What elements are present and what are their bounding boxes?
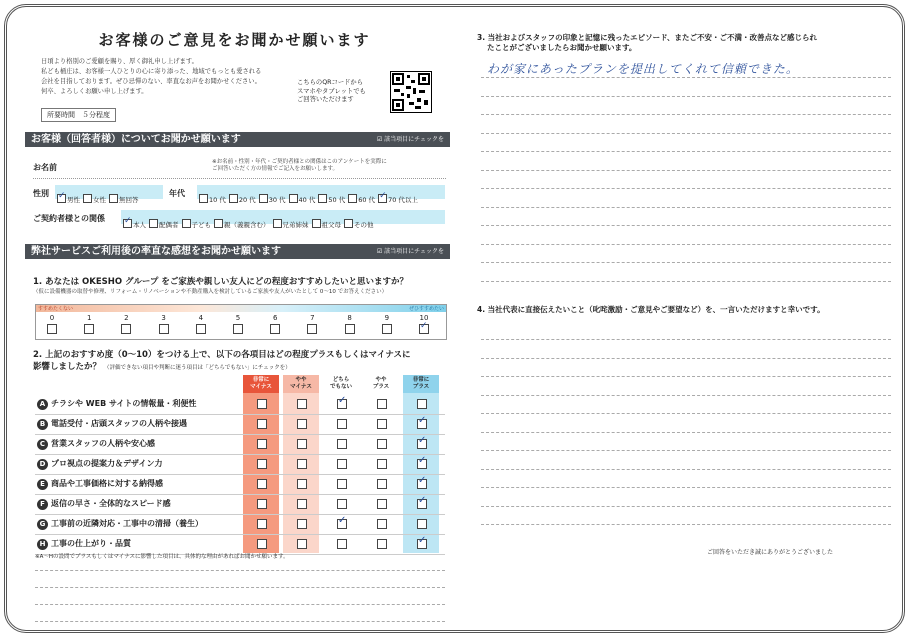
answer-line[interactable] [481, 413, 891, 414]
section1-title: お客様（回答者様）についてお聞かせ願います [31, 134, 241, 145]
row-letter-badge: B [37, 419, 48, 430]
scale-point[interactable] [414, 314, 434, 334]
q2-line [33, 361, 411, 374]
checkbox[interactable] [123, 219, 132, 228]
checkbox[interactable] [273, 219, 282, 228]
answer-line[interactable] [481, 151, 891, 152]
scale-gradient [36, 305, 446, 312]
rating-header [243, 375, 279, 393]
scale-number: 9 [384, 314, 390, 322]
checkbox[interactable] [199, 194, 208, 203]
rating-checkbox[interactable] [337, 439, 347, 449]
row-label [37, 458, 162, 470]
rating-checkbox[interactable] [297, 519, 307, 529]
answer-line[interactable] [35, 621, 445, 622]
relation-option-label: 本人 [133, 221, 146, 229]
intro-line: 日頃より格別のご愛顧を賜り、厚く御礼申し上げます。 [41, 58, 198, 65]
scale-point[interactable] [377, 314, 397, 334]
q2-note: （評価できない項目や判断に迷う項目は「どちらでもない」にチェックを） [103, 365, 291, 371]
row-label [37, 398, 196, 410]
row-letter-badge: A [37, 399, 48, 410]
gender-option-label: 無回答 [119, 196, 139, 204]
rating-checkbox[interactable] [377, 499, 387, 509]
row-label [37, 538, 131, 550]
answer-line[interactable] [481, 133, 891, 134]
gender-option[interactable] [57, 194, 80, 204]
header-line: マイナス [290, 383, 312, 390]
answer-line[interactable] [481, 262, 891, 263]
header-line: プラス [412, 383, 430, 390]
check-note-text: 該当項目にチェックを [384, 248, 444, 255]
qr-code-icon[interactable] [390, 71, 432, 113]
checkbox[interactable] [312, 219, 321, 228]
answer-line[interactable] [481, 432, 891, 433]
rating-checkbox[interactable] [337, 399, 347, 409]
section1-header [25, 132, 450, 147]
rating-checkbox[interactable] [377, 479, 387, 489]
row-text: 返信の早さ・全体的なスピード感 [51, 499, 171, 508]
answer-line[interactable] [481, 358, 891, 359]
row-letter-badge: D [37, 459, 48, 470]
row-label [37, 418, 187, 430]
row-letter-badge: E [37, 479, 48, 490]
row-text: 電話受付・店頭スタッフの人柄や接遇 [51, 419, 187, 428]
row-label [37, 478, 163, 490]
q3-text [477, 33, 892, 53]
rating-header [363, 375, 399, 393]
answer-line[interactable] [481, 339, 891, 340]
age-label: 年代 [169, 189, 185, 198]
rating-checkbox[interactable] [297, 419, 307, 429]
checkbox[interactable] [318, 194, 327, 203]
scale-number: 10 [419, 314, 429, 322]
rating-checkbox[interactable] [417, 519, 427, 529]
row-letter-badge: H [37, 539, 48, 550]
table-row [35, 394, 445, 415]
relation-option-label: 兄弟姉妹 [282, 221, 309, 229]
qr-caption-line: ご回答いただけます [297, 96, 354, 103]
section2-title: 弊社サービスご利用後の率直な感想をお聞かせ願います [31, 246, 281, 257]
scale-point[interactable] [265, 314, 285, 334]
age-option[interactable] [348, 194, 375, 204]
rating-checkbox[interactable] [257, 539, 267, 549]
scale-number: 8 [347, 314, 352, 322]
header-line: マイナス [250, 383, 272, 390]
scale-point[interactable] [191, 314, 211, 334]
scale-left-label: すすめたくない [38, 306, 74, 312]
checkbox[interactable] [289, 194, 298, 203]
answer-line[interactable] [481, 96, 891, 97]
age-option-label: 10 代 [209, 196, 226, 204]
rating-checkbox[interactable] [257, 419, 267, 429]
relation-option[interactable] [123, 219, 146, 229]
rating-checkbox[interactable] [297, 539, 307, 549]
relation-option-label: 子ども [191, 221, 211, 229]
table-row [35, 474, 445, 495]
age-options [197, 185, 445, 204]
footnote: ※A〜Hの設問でプラスもしくはマイナスに影響した項目は、具体的な理由があればお聞かせ願います。 [35, 554, 289, 560]
scale-checkbox[interactable] [121, 324, 131, 334]
name-note-line: ご回答いただく方の情報でご記入をお願いします。 [212, 166, 339, 172]
check-note-text: 該当項目にチェックを [384, 136, 444, 143]
intro-text [41, 57, 321, 97]
answer-line[interactable] [481, 207, 891, 208]
answer-line[interactable] [481, 395, 891, 396]
rating-checkbox[interactable] [297, 439, 307, 449]
rating-checkbox[interactable] [257, 399, 267, 409]
answer-line[interactable] [481, 77, 891, 78]
relation-option[interactable] [214, 219, 270, 229]
scale-point[interactable] [154, 314, 174, 334]
q2-line: 2. 上記のおすすめ度（0〜10）をつける上で、以下の各項目はどの程度プラスもしくはマイナスに [33, 350, 411, 360]
intro-line: 何卒、よろしくお願い申し上げます。 [41, 88, 148, 95]
duration-label: 所要時間 ５分程度 [41, 108, 116, 122]
q3-line: 3. 当社およびスタッフの印象と記憶に残ったエピソード、またご不安・ご不満・改善点など感じられ [477, 33, 818, 42]
rating-checkbox[interactable] [257, 479, 267, 489]
answer-line[interactable] [481, 506, 891, 507]
rating-checkbox[interactable] [257, 519, 267, 529]
relation-option[interactable] [273, 219, 309, 229]
q1-note: （仮に設備機器の取替や修理、リフォーム・リノベーションや不動産購入を検討しているご家族や友人がいたとして 0〜10 でお答えください） [33, 289, 388, 295]
scale-checkbox[interactable] [196, 324, 206, 334]
relation-option-label: その他 [354, 221, 374, 229]
scale-checkbox[interactable] [307, 324, 317, 334]
table-row [35, 414, 445, 435]
answer-line[interactable] [481, 244, 891, 245]
checkbox[interactable] [229, 194, 238, 203]
relation-label: ご契約者様との関係 [33, 214, 105, 223]
checkbox[interactable] [149, 219, 158, 228]
rating-checkbox[interactable] [417, 439, 427, 449]
scale-checkbox[interactable] [47, 324, 57, 334]
checkbox[interactable] [182, 219, 191, 228]
answer-line[interactable] [481, 170, 891, 171]
survey-sheet [4, 4, 905, 633]
intro-line: 私ども桶庄は、お客様一人ひとりの心に寄り添った、地域でもっとも愛される [41, 68, 262, 75]
rating-checkbox[interactable] [417, 419, 427, 429]
gender-option[interactable] [83, 194, 106, 204]
scale-checkbox[interactable] [84, 324, 94, 334]
rating-checkbox[interactable] [297, 479, 307, 489]
relation-option-label: 祖父母 [321, 221, 341, 229]
scale-number: 2 [124, 314, 129, 322]
scale-point[interactable] [116, 314, 136, 334]
scale-checkbox[interactable] [382, 324, 392, 334]
relation-option-label: 親（義親含む） [224, 221, 270, 229]
relation-option[interactable] [182, 219, 212, 229]
row-label [37, 518, 203, 530]
rating-checkbox[interactable] [417, 539, 427, 549]
scale-number: 3 [161, 314, 166, 322]
gender-option[interactable] [109, 194, 139, 204]
row-text: 営業スタッフの人柄や安心感 [51, 439, 155, 448]
rating-checkbox[interactable] [417, 459, 427, 469]
age-option-label: 60 代 [358, 196, 376, 204]
row-text: プロ視点の提案力＆デザイン力 [51, 459, 163, 468]
rating-checkbox[interactable] [337, 539, 347, 549]
rating-checkbox[interactable] [257, 499, 267, 509]
row-label [37, 498, 171, 510]
scale-checkbox[interactable] [233, 324, 243, 334]
age-option[interactable] [259, 194, 286, 204]
section2-header [25, 244, 450, 259]
age-option[interactable] [378, 194, 418, 204]
recommend-scale [35, 304, 447, 340]
q2-line2: 影響しましたか？ [33, 362, 102, 372]
scale-checkbox[interactable] [345, 324, 355, 334]
scale-point[interactable] [228, 314, 248, 334]
scale-checkbox[interactable] [419, 324, 429, 334]
row-letter-badge: G [37, 519, 48, 530]
header-line: でもない [329, 383, 352, 390]
rating-checkbox[interactable] [337, 459, 347, 469]
age-option-label: 20 代 [238, 196, 256, 204]
checkbox[interactable] [214, 219, 223, 228]
age-option[interactable] [318, 194, 345, 204]
answer-line[interactable] [481, 487, 891, 488]
age-option-label: 50 代 [328, 196, 346, 204]
scale-number: 0 [49, 314, 55, 322]
table-row [35, 514, 445, 535]
answer-line[interactable] [481, 114, 891, 115]
qr-caption-line: こちらのQRコードから [297, 79, 364, 86]
checkbox[interactable] [259, 194, 268, 203]
rating-checkbox[interactable] [297, 459, 307, 469]
scale-number: 7 [310, 314, 315, 322]
row-text: チラシや WEB サイトの情報量・利便性 [51, 399, 197, 408]
q3-handwritten-answer[interactable]: わが家にあったプランを提出してくれて信頼できた。 [487, 62, 799, 76]
rating-table [35, 375, 445, 553]
row-label [37, 438, 155, 450]
rating-checkbox[interactable] [377, 459, 387, 469]
q1-text: 1. あなたは OKESHO グループ をご家族や親しい友人にどの程度おすすめしたいと思いますか？ [33, 277, 408, 287]
answer-line[interactable] [481, 469, 891, 470]
rating-checkbox[interactable] [297, 399, 307, 409]
checkbox[interactable] [83, 194, 92, 203]
scale-point[interactable] [42, 314, 62, 334]
age-option[interactable] [229, 194, 256, 204]
row-text: 工事前の近隣対応・工事中の清掃（養生） [51, 519, 203, 528]
age-option-label: 70 代以上 [388, 196, 418, 204]
answer-line[interactable] [481, 376, 891, 377]
age-option-label: 40 代 [298, 196, 316, 204]
rating-checkbox[interactable] [417, 499, 427, 509]
header-line: 非常に [252, 377, 270, 383]
table-row [35, 434, 445, 455]
scale-point[interactable] [79, 314, 99, 334]
scale-number: 6 [272, 314, 278, 322]
answer-line[interactable] [481, 524, 891, 525]
table-row [35, 454, 445, 475]
rating-checkbox[interactable] [377, 539, 387, 549]
check-note: ☑ 該当項目にチェックを [376, 248, 444, 255]
gender-option-label: 男性 [67, 196, 80, 204]
scale-checkbox[interactable] [159, 324, 169, 334]
rating-header [283, 375, 319, 393]
header-line: 非常に [412, 377, 430, 383]
answer-line[interactable] [481, 450, 891, 451]
name-note-line: ※お名前・性別・年代・ご契約者様との関係はこのアンケートを実際に [212, 159, 387, 165]
scale-number: 1 [86, 314, 92, 322]
checkbox[interactable] [109, 194, 118, 203]
rating-checkbox[interactable] [337, 519, 347, 529]
rating-checkbox[interactable] [337, 419, 347, 429]
table-row [35, 494, 445, 515]
relation-option-label: 配偶者 [159, 221, 179, 229]
name-note [212, 159, 387, 173]
header-line: やや [375, 377, 387, 383]
row-letter-badge: F [37, 499, 48, 510]
scale-number: 4 [198, 314, 204, 322]
rating-checkbox[interactable] [297, 499, 307, 509]
rating-checkbox[interactable] [377, 439, 387, 449]
answer-line[interactable] [481, 281, 891, 282]
answer-line[interactable] [35, 587, 445, 588]
checkbox[interactable] [344, 219, 353, 228]
qr-caption [297, 79, 389, 105]
rating-header [323, 375, 359, 393]
relation-option[interactable] [344, 219, 374, 229]
name-field[interactable] [33, 178, 446, 179]
answer-line[interactable] [481, 188, 891, 189]
check-note: ☑ 該当項目にチェックを [376, 136, 444, 143]
intro-line: 会社を目指しております。ぜひ忌憚のない、率直なお声をお聞かせください。 [41, 78, 261, 85]
rating-checkbox[interactable] [417, 479, 427, 489]
row-text: 商品や工事価格に対する納得感 [51, 479, 163, 488]
rating-checkbox[interactable] [337, 479, 347, 489]
gender-label: 性別 [33, 189, 49, 198]
answer-line[interactable] [35, 570, 445, 571]
answer-line[interactable] [481, 225, 891, 226]
scale-number: 5 [235, 314, 241, 322]
header-line: どちら [332, 377, 350, 383]
checkbox[interactable] [348, 194, 357, 203]
q2-text [33, 349, 411, 374]
qr-caption-line: スマホやタブレットでも [297, 87, 366, 95]
scale-point[interactable] [302, 314, 322, 334]
rating-checkbox[interactable] [257, 459, 267, 469]
q4-text: 4. 当社代表に直接伝えたいこと（叱咤激励・ご意見やご要望など）を、一言いただけますと幸いです。 [477, 305, 825, 314]
header-line: プラス [372, 383, 390, 390]
relation-option[interactable] [149, 219, 179, 229]
answer-line[interactable] [35, 604, 445, 605]
page-title: お客様のご意見をお聞かせ願います [98, 31, 371, 49]
scale-right-label: ぜひすすめたい [408, 306, 444, 312]
relation-options [121, 210, 445, 229]
gender-option-label: 女性 [93, 196, 106, 204]
rating-checkbox[interactable] [257, 439, 267, 449]
rating-checkbox[interactable] [377, 419, 387, 429]
scale-checkbox[interactable] [270, 324, 280, 334]
age-option-label: 30 代 [268, 196, 286, 204]
checkbox[interactable] [378, 194, 387, 203]
q3-line: たことがございましたらお聞かせ願います。 [487, 43, 637, 52]
rating-checkbox[interactable] [377, 519, 387, 529]
gender-options [55, 185, 163, 204]
scale-point[interactable] [340, 314, 360, 334]
age-option[interactable] [289, 194, 316, 204]
header-line: やや [295, 377, 307, 383]
rating-header [403, 375, 439, 393]
row-letter-badge: C [37, 439, 48, 450]
row-text: 工事の仕上がり・品質 [51, 539, 131, 548]
name-label: お名前 [33, 163, 57, 172]
age-option[interactable] [199, 194, 226, 204]
relation-option[interactable] [312, 219, 342, 229]
rating-checkbox[interactable] [337, 499, 347, 509]
checkbox[interactable] [57, 194, 66, 203]
thanks-text: ご回答をいただき誠にありがとうございました [707, 549, 834, 556]
rating-checkbox[interactable] [377, 399, 387, 409]
rating-checkbox[interactable] [417, 399, 427, 409]
